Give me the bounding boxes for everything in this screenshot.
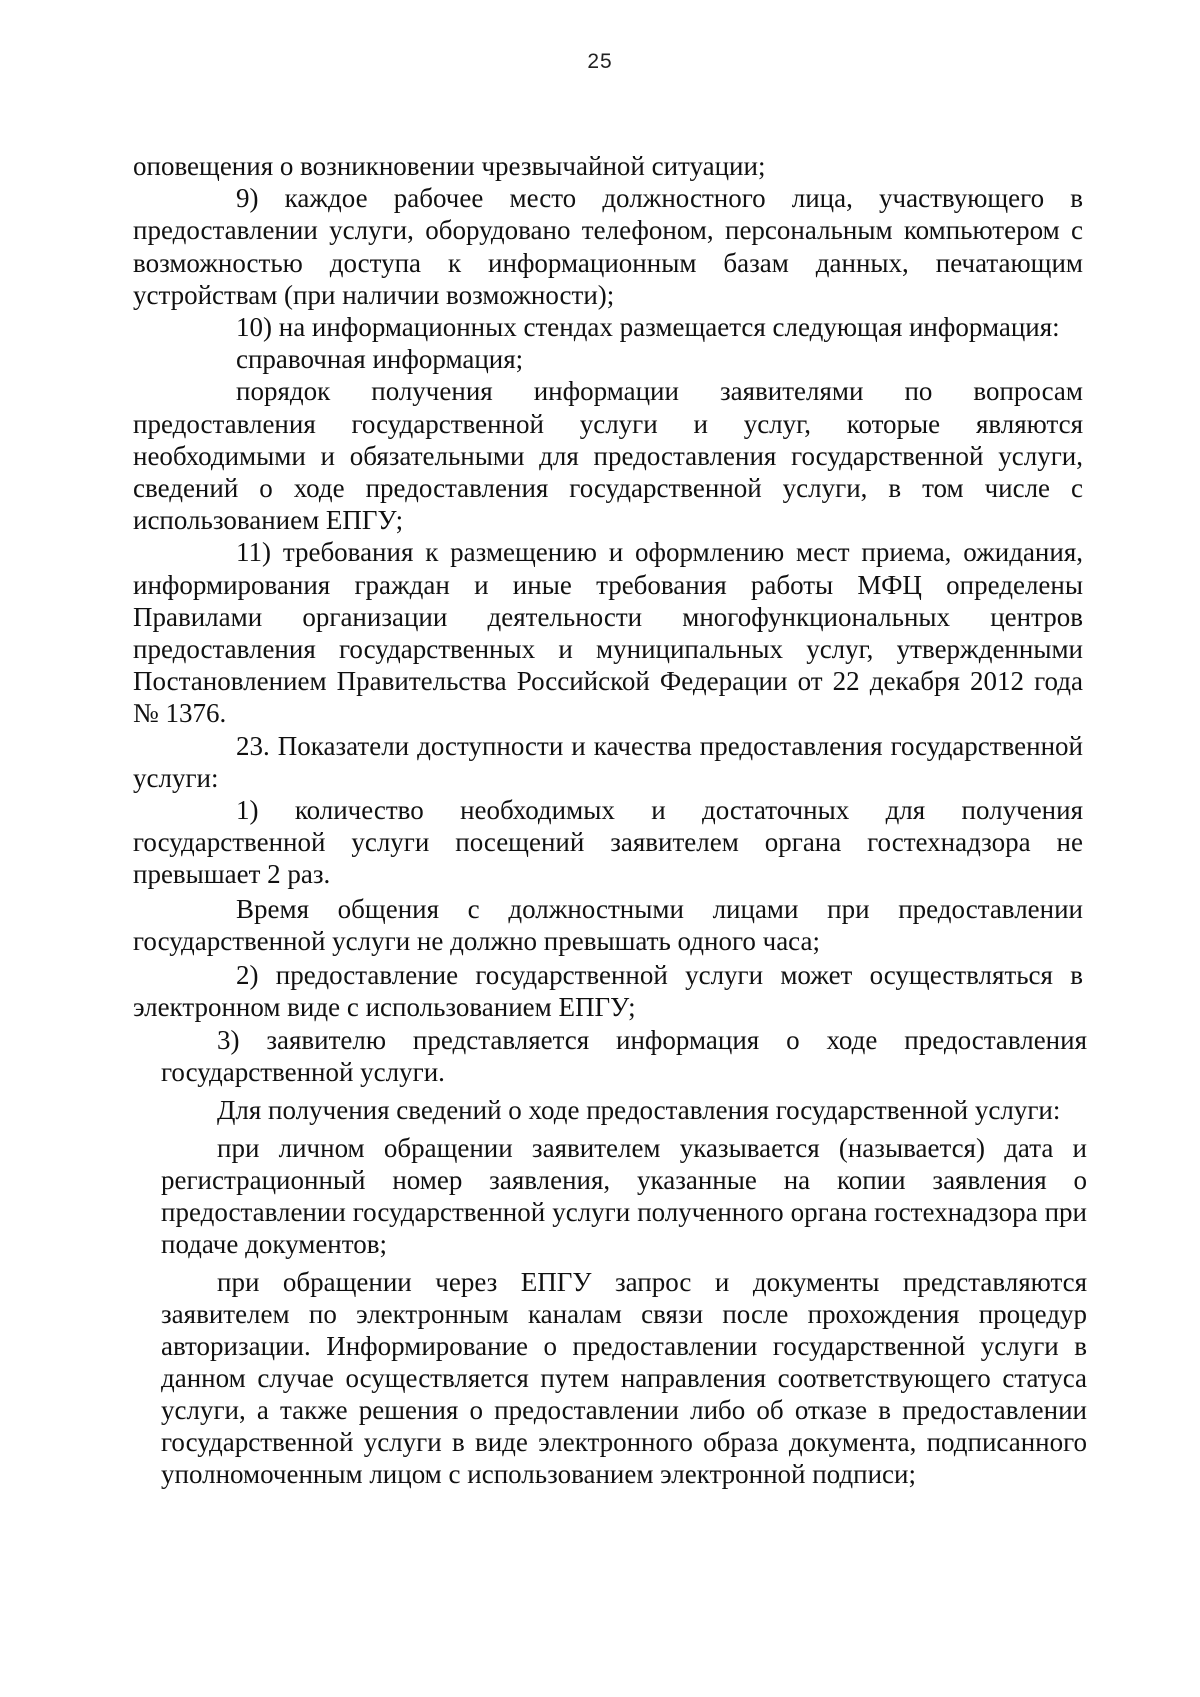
paragraph-indicator-1: 1) количество необходимых и достаточных для получения государственной услуги посещений заявителем органа гостехнадзора не превышает 2 раз. — [133, 795, 1083, 890]
paragraph-section-23: 23. Показатели доступности и качества предоставления государственной услуги: — [133, 730, 1083, 793]
paragraph-item-10: 10) на информационных стендах размещается следующая информация: — [236, 312, 1060, 343]
page-number: 25 — [587, 50, 613, 73]
paragraph-info-procedure: порядок получения информации заявителями по вопросам предоставления государственной услуги и услуг, которые являются необходимыми и обязательными для предоставления государственной услуги, сведений о ходе предоставления государственной услуги, в том числе с использованием ЕПГУ; — [133, 376, 1083, 536]
paragraph-personal-request: при личном обращении заявителем указывается (называется) дата и регистрационный номер заявления, указанные на копии заявления о предоставлении государственной услуги полученного органа гостехнадзора при подаче документов; — [161, 1133, 1087, 1260]
paragraph-indicator-3: 3) заявителю представляется информация о ходе предоставления государственной услуги. — [161, 1025, 1087, 1088]
paragraph-communication-time: Время общения с должностными лицами при предоставлении государственной услуги не должно превышать одного часа; — [133, 893, 1083, 956]
paragraph-item-9: 9) каждое рабочее место должностного лица, участвующего в предоставлении услуги, оборудовано телефоном, персональным компьютером с возможностью доступа к информационным базам данных, печатающим устройствам (при наличии возможности); — [133, 183, 1083, 310]
document-body — [133, 150, 1087, 1490]
paragraph-continuation: оповещения о возникновении чрезвычайной ситуации; — [133, 151, 766, 181]
paragraph-epgu-request: при обращении через ЕПГУ запрос и документы представляются заявителем по электронным каналам связи после прохождения процедур авторизации. Информирование о предоставлении государственной услуги в данном случае осуществляется путем направления соответствующего статуса услуги, а также решения о предоставлении либо об отказе в предоставлении государственной услуги в виде электронного образа документа, подписанного уполномоченным лицом с использованием электронной подписи; — [161, 1267, 1087, 1490]
paragraph-status-info: Для получения сведений о ходе предоставления государственной услуги: — [217, 1095, 1061, 1126]
paragraph-item-11: 11) требования к размещению и оформлению мест приема, ожидания, информирования граждан и иные требования работы МФЦ определены Правилами организации деятельности многофункциональных центров предоставления государственных и муниципальных услуг, утвержденными Постановлением Правительства Российской Федерации от 22 декабря 2012 года № 1376. — [133, 537, 1083, 729]
paragraph-reference-info: справочная информация; — [236, 344, 524, 375]
paragraph-indicator-2: 2) предоставление государственной услуги может осуществляться в электронном виде с использованием ЕПГУ; — [133, 960, 1083, 1023]
